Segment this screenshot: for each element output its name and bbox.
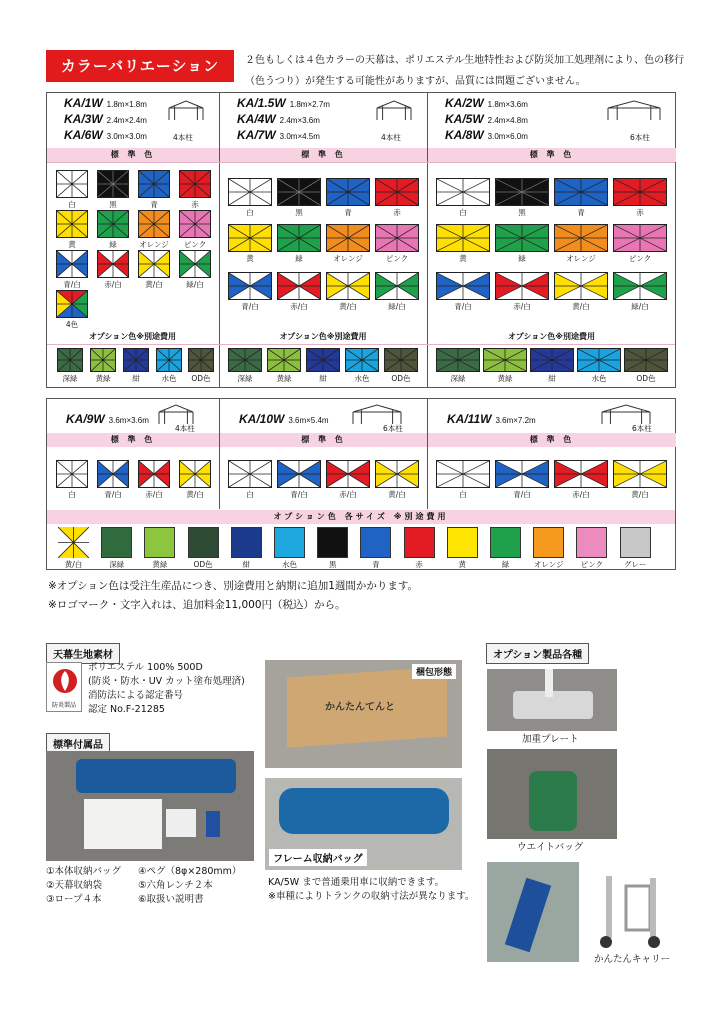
option-swatch-label: オレンジ <box>533 560 564 569</box>
frame-bag-photo <box>265 778 462 870</box>
option-swatch <box>58 527 89 558</box>
two-color-tile-label: 黄/白 <box>186 490 204 499</box>
two-color-tile <box>277 272 321 300</box>
std-color-tile <box>375 178 419 206</box>
page-title: カラーバリエーション <box>46 50 234 82</box>
std-color-tile <box>97 170 129 198</box>
standard-colors-header: 標 準 色 <box>220 433 427 447</box>
option-swatch-label: グレー <box>623 560 647 569</box>
packing-label: 梱包形態 <box>412 664 456 679</box>
std-color-tile <box>436 178 490 206</box>
std-color-tile-label: 黄 <box>68 240 76 249</box>
std-color-tile-label: ピンク <box>628 254 652 263</box>
option-color-tile <box>156 348 182 372</box>
std-color-tile <box>613 224 667 252</box>
std-color-tile-label: 白 <box>459 490 467 499</box>
two-color-tile <box>179 460 211 488</box>
two-color-tile-label: 黄/白 <box>145 280 163 289</box>
model-name: KA/1.5W 1.8m×2.7m <box>237 96 330 110</box>
two-color-tile <box>326 460 370 488</box>
fabric-line-1: ポリエステル 100% 500D <box>88 662 203 673</box>
std-color-tile-label: ピンク <box>183 240 207 249</box>
frame-bag-label: フレーム収納バッグ <box>269 849 367 866</box>
option-color-tile-label: 深緑 <box>450 374 466 383</box>
accessory-2: ②天幕収納袋 <box>46 880 103 891</box>
option-color-tile-label: 黄緑 <box>497 374 513 383</box>
model-name: KA/3W 2.4m×2.4m <box>64 112 147 126</box>
option-color-tile <box>577 348 621 372</box>
footnote-option: ※オプション色は受注生産品につき、別途費用と納期に追加1週間かかります。 <box>48 580 419 592</box>
std-color-tile <box>97 210 129 238</box>
model-name: KA/2W 1.8m×3.6m <box>445 96 528 110</box>
legs-count: 4本柱 <box>175 424 195 433</box>
option-colors-header: オプション色※別途費用 <box>279 332 367 341</box>
option-swatch <box>101 527 132 558</box>
packing-photo <box>265 660 462 768</box>
option-color-tile-label: OD色 <box>191 374 211 383</box>
option-swatch <box>576 527 607 558</box>
model-name: KA/6W 3.0m×3.0m <box>64 128 147 142</box>
option-swatch-label: 深緑 <box>109 560 125 569</box>
two-color-tile <box>554 460 608 488</box>
option-color-tile-label: 黄緑 <box>276 374 292 383</box>
option-swatch-label: 紺 <box>242 560 251 569</box>
two-color-tile <box>138 460 170 488</box>
std-color-tile <box>613 178 667 206</box>
std-color-tile <box>56 460 88 488</box>
two-color-tile <box>277 460 321 488</box>
option-swatch-label: 黒 <box>328 560 337 569</box>
two-color-tile-label: 黄/白 <box>388 490 406 499</box>
option-swatch <box>533 527 564 558</box>
packing-note-2: ※車種によりトランクの収納寸法が異なります。 <box>268 891 475 902</box>
option-color-tile-label: 黄緑 <box>95 374 111 383</box>
option-swatch-label: OD色 <box>193 560 213 569</box>
fabric-title: 天幕生地素材 <box>46 643 120 664</box>
standard-colors-header: 標 準 色 <box>428 433 676 447</box>
option-colors-header: オプション色※別途費用 <box>88 332 177 341</box>
std-color-tile <box>228 178 272 206</box>
option-color-tile-label: OD色 <box>636 374 656 383</box>
model-name: KA/9W 3.6m×3.6m <box>66 412 149 426</box>
std-color-tile <box>277 178 321 206</box>
option-swatch <box>404 527 435 558</box>
option-swatch <box>620 527 651 558</box>
two-color-tile <box>56 250 88 278</box>
std-color-tile <box>375 224 419 252</box>
two-color-tile <box>138 250 170 278</box>
option-colors-header: オプション色※別途費用 <box>507 332 596 341</box>
option-swatch <box>231 527 262 558</box>
option-color-tile <box>530 348 574 372</box>
two-color-tile-label: 緑/白 <box>186 280 204 289</box>
standard-colors-header: 標 準 色 <box>428 148 676 162</box>
option-color-tile <box>228 348 262 372</box>
option-color-tile <box>306 348 340 372</box>
std-color-tile <box>56 170 88 198</box>
std-color-tile-label: ピンク <box>385 254 409 263</box>
two-color-tile-label: 青/白 <box>104 490 122 499</box>
std-color-tile <box>554 178 608 206</box>
fabric-line-2: (防炎・防水・UV カット塗布処理済) <box>88 676 245 687</box>
two-color-tile <box>375 272 419 300</box>
two-color-tile <box>436 272 490 300</box>
column-divider <box>219 398 220 509</box>
carrier-label: かんたんキャリー <box>594 954 671 965</box>
accessory-4: ④ペグ（8φ×280mm） <box>138 866 242 877</box>
two-color-tile-label: 赤/白 <box>145 490 163 499</box>
option-color-tile <box>345 348 379 372</box>
option-swatch-label: 赤 <box>415 560 423 569</box>
option-color-tile <box>483 348 527 372</box>
std-color-tile-label: 白 <box>68 200 76 209</box>
std-color-tile <box>277 224 321 252</box>
option-swatch-label: 黄緑 <box>152 560 168 569</box>
fabric-line-3: 消防法による認定番号 <box>88 690 184 701</box>
standard-colors-header: 標 準 色 <box>47 433 219 447</box>
option-color-tile-label: OD色 <box>391 374 411 383</box>
std-color-tile-label: 白 <box>246 490 254 499</box>
two-color-tile <box>495 272 549 300</box>
option-swatch <box>274 527 305 558</box>
option-color-tile <box>436 348 480 372</box>
tent-frame-icon <box>375 100 413 124</box>
std-color-tile-label: オレンジ <box>566 254 596 263</box>
std-color-tile <box>495 178 549 206</box>
std-color-tile <box>495 224 549 252</box>
two-color-tile <box>495 460 549 488</box>
column-divider <box>427 398 428 509</box>
two-color-tile-label: 緑/白 <box>388 302 406 311</box>
std-color-tile-label: 青 <box>577 208 585 217</box>
std-color-tile-label: 白 <box>459 208 467 217</box>
std-color-tile-label: 赤 <box>393 208 401 217</box>
option-swatch <box>490 527 521 558</box>
two-color-tile-label: 青/白 <box>290 490 308 499</box>
option-color-tile-label: 水色 <box>161 374 177 383</box>
divider <box>47 162 675 163</box>
option-swatch-label: 水色 <box>282 560 297 569</box>
option-color-tile <box>123 348 149 372</box>
std-color-tile <box>138 210 170 238</box>
std-color-tile-label: 黒 <box>109 200 117 209</box>
option-color-tile-label: 水色 <box>591 374 607 383</box>
two-color-tile <box>613 272 667 300</box>
two-color-tile-label: 赤/白 <box>104 280 122 289</box>
standard-colors-header: 標 準 色 <box>220 148 427 162</box>
std-color-tile-label: 緑 <box>518 254 526 263</box>
std-color-tile-label: 黄 <box>246 254 254 263</box>
option-swatch <box>447 527 478 558</box>
legs-count: 6本柱 <box>632 424 652 433</box>
option-color-tile-label: 紺 <box>548 374 556 383</box>
std-color-tile-label: 黄 <box>459 254 467 263</box>
two-color-tile <box>326 272 370 300</box>
option-swatch-label: ピンク <box>580 560 604 569</box>
option-color-tile <box>90 348 116 372</box>
tent-frame-icon <box>167 100 205 124</box>
std-color-tile-label: 白 <box>246 208 254 217</box>
model-name: KA/11W 3.6m×7.2m <box>447 412 536 426</box>
std-color-tile <box>554 224 608 252</box>
two-color-tile <box>554 272 608 300</box>
std-color-tile <box>138 170 170 198</box>
weight-plate-photo <box>487 669 617 731</box>
two-color-tile <box>97 250 129 278</box>
two-color-tile-label: 青/白 <box>513 490 531 499</box>
two-color-tile-label: 赤/白 <box>513 302 531 311</box>
std-color-tile <box>179 170 211 198</box>
two-color-tile-label: 赤/白 <box>339 490 357 499</box>
option-color-tile-label: 水色 <box>354 374 370 383</box>
weight-bag-label: ウエイトバッグ <box>517 842 584 853</box>
two-color-tile <box>179 250 211 278</box>
std-color-tile-label: 黒 <box>518 208 526 217</box>
option-swatch-label: 青 <box>372 560 380 569</box>
fabric-line-4: 認定 No.F-21285 <box>88 704 165 715</box>
std-color-tile <box>228 224 272 252</box>
two-color-tile <box>375 460 419 488</box>
flameproof-badge <box>46 662 82 712</box>
options-title: オプション製品各種 <box>486 643 589 664</box>
option-color-tile <box>188 348 214 372</box>
weight-plate-label: 加重プレート <box>522 734 579 745</box>
std-color-tile-label: 赤 <box>636 208 644 217</box>
std-color-tile-label: 白 <box>68 490 76 499</box>
two-color-tile-label: 緑/白 <box>631 302 649 311</box>
option-color-tile-label: 深緑 <box>237 374 253 383</box>
option-color-tile-label: 紺 <box>132 374 140 383</box>
option-color-tile <box>624 348 668 372</box>
accessories-title: 標準付属品 <box>46 733 110 754</box>
two-color-tile-label: 青/白 <box>63 280 81 289</box>
four-color-tile <box>56 290 88 318</box>
legs-count: 4本柱 <box>381 133 401 142</box>
accessory-5: ⑤六角レンチ２本 <box>138 880 213 891</box>
footnote-logo: ※ロゴマーク・文字入れは、追加料金11,000円（税込）から。 <box>48 599 346 611</box>
option-color-tile <box>267 348 301 372</box>
two-color-tile-label: 黄/白 <box>631 490 649 499</box>
accessory-1: ①本体収納バッグ <box>46 866 122 877</box>
std-color-tile <box>326 178 370 206</box>
option-swatch <box>360 527 391 558</box>
model-name: KA/10W 3.6m×5.4m <box>239 412 329 426</box>
option-swatch <box>144 527 175 558</box>
std-color-tile-label: 緑 <box>109 240 117 249</box>
two-color-tile-label: 黄/白 <box>572 302 590 311</box>
model-name: KA/5W 2.4m×4.8m <box>445 112 528 126</box>
legs-count: 6本柱 <box>630 133 650 142</box>
accessory-3: ③ロープ４本 <box>46 894 102 905</box>
accessories-photo <box>46 751 254 861</box>
std-color-tile-label: 青 <box>150 200 158 209</box>
std-color-tile <box>436 224 490 252</box>
tent-frame-icon <box>606 100 662 124</box>
model-name: KA/8W 3.0m×6.0m <box>445 128 528 142</box>
color-transfer-note: ２色もしくは４色カラーの天幕は、ポリエステル生地特性および防災加工処理剤により、色の移行（色うつり）が発生する可能性がありますが、品質には問題ございません。 <box>245 55 685 87</box>
option-color-tile-label: 深緑 <box>62 374 78 383</box>
option-swatch <box>317 527 348 558</box>
carrier-illustration <box>592 872 678 952</box>
two-color-tile <box>97 460 129 488</box>
std-color-tile-label: オレンジ <box>333 254 363 263</box>
box-print: かんたんてんと <box>325 702 395 713</box>
two-color-tile-label: 赤/白 <box>572 490 590 499</box>
option-color-tile <box>57 348 83 372</box>
model-name: KA/4W 2.4m×3.6m <box>237 112 320 126</box>
std-color-tile-label: 黒 <box>295 208 303 217</box>
std-color-tile-label: 赤 <box>191 200 199 209</box>
standard-colors-header: 標 準 色 <box>47 148 219 162</box>
packing-note-1: KA/5W まで普通乗用車に収納できます。 <box>268 877 444 888</box>
std-color-tile-label: オレンジ <box>139 240 169 249</box>
four-color-tile-label: 4色 <box>65 320 79 329</box>
std-color-tile-label: 青 <box>344 208 352 217</box>
badge-label: 防炎製品 <box>51 702 76 709</box>
two-color-tile <box>613 460 667 488</box>
two-color-tile <box>228 272 272 300</box>
std-color-tile <box>56 210 88 238</box>
std-color-tile-label: 緑 <box>295 254 303 263</box>
std-color-tile <box>326 224 370 252</box>
option-swatch-label: 黄/白 <box>64 560 83 569</box>
divider <box>47 344 675 345</box>
option-swatch <box>188 527 219 558</box>
legs-count: 4本柱 <box>173 133 193 142</box>
two-color-tile-label: 赤/白 <box>290 302 308 311</box>
two-color-tile-label: 青/白 <box>241 302 259 311</box>
accessory-6: ⑥取扱い説明書 <box>138 894 204 905</box>
model-name: KA/1W 1.8m×1.8m <box>64 96 147 110</box>
two-color-tile-label: 黄/白 <box>339 302 357 311</box>
option-swatch-label: 黄 <box>458 560 467 569</box>
carrier-photo <box>487 862 579 962</box>
std-color-tile <box>436 460 490 488</box>
option-all-header: オプション色 各サイズ ※別途費用 <box>47 510 675 524</box>
std-color-tile <box>228 460 272 488</box>
option-color-tile-label: 紺 <box>319 374 327 383</box>
model-name: KA/7W 3.0m×4.5m <box>237 128 320 142</box>
option-swatch-label: 緑 <box>501 560 510 569</box>
two-color-tile-label: 青/白 <box>454 302 472 311</box>
weight-bag-photo <box>487 749 617 839</box>
legs-count: 6本柱 <box>383 424 403 433</box>
option-color-tile <box>384 348 418 372</box>
std-color-tile <box>179 210 211 238</box>
